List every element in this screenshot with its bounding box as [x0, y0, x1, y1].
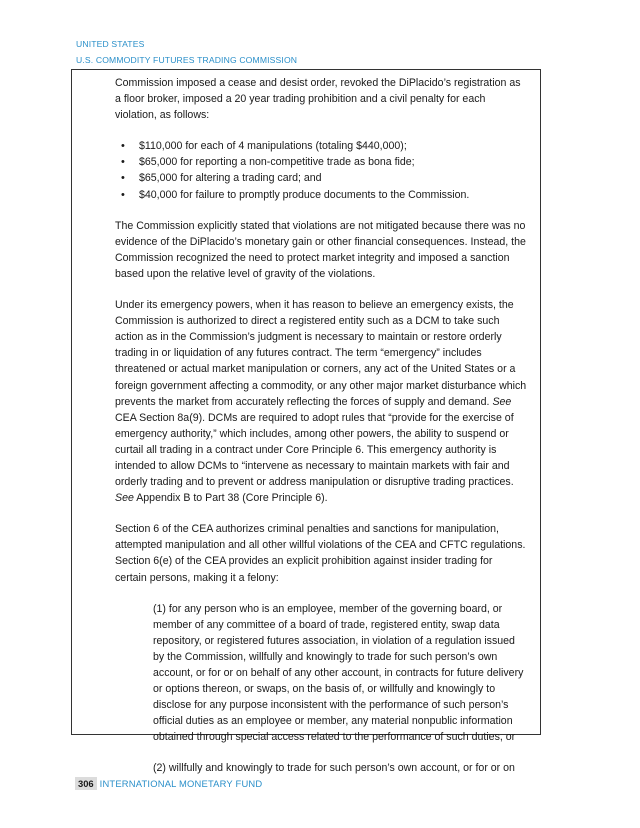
paragraph-mitigation: The Commission explicitly stated that violations are not mitigated because there was no evidence of the DiPlacido’s monetary gain or other financial consequences. Instead, the Commission recognized the need to protect market integrity and imposed a sanction based upon the relative level of gravity of the violations.	[115, 219, 526, 280]
text-box-content	[115, 75, 527, 792]
list-item: • $65,000 for altering a trading card; and	[115, 170, 527, 186]
text-box	[71, 70, 541, 775]
paragraph-sanctions: Commission imposed a cease and desist order, revoked the DiPlacido’s registration as a floor broker, imposed a 20 year trading prohibition and a civil penalty for each violation, as follows:	[115, 77, 521, 122]
see-citation: See	[115, 492, 134, 505]
text-run: CEA Section 8a(9). DCMs are required to adopt rules that “provide for the exercise of emergency authority,” which includes, among other powers, the ability to suspend or curtail all trading in a contract under Core Principle 6. This emergency authority is intended to allow DCMs to “intervene as necessary to maintain markets with fair and orderly trading and to prevent or address manipulation or disruptive trading practices.	[115, 411, 514, 489]
list-item: • $110,000 for each of 4 manipulations (totaling $440,000);	[115, 138, 527, 154]
paragraph-criminal-penalties: Section 6 of the CEA authorizes criminal penalties and sanctions for manipulation, attempted manipulation and all other willful violations of the CEA and CFTC regulations. Section 6(e) of the CEA provides an explicit prohibition against insider trading for certain persons, making it a felony:	[115, 523, 526, 584]
paragraph-emergency-powers	[115, 297, 527, 506]
text-run: Appendix B to Part 38 (Core Principle 6).	[133, 492, 328, 505]
page-footer	[75, 778, 262, 789]
quote-clause-2: (2) willfully and knowingly to trade for such person’s own account, or for or on	[153, 762, 515, 775]
penalty-list	[115, 138, 527, 202]
see-citation: See	[492, 395, 512, 408]
list-item: • $40,000 for failure to promptly produce documents to the Commission.	[115, 187, 527, 203]
header-agency: U.S. COMMODITY FUTURES TRADING COMMISSION	[76, 55, 298, 65]
list-item: • $65,000 for reporting a non-competitive trade as bona fide;	[115, 154, 527, 170]
footer-org: INTERNATIONAL MONETARY FUND	[99, 778, 263, 789]
header-country: UNITED STATES	[76, 39, 145, 49]
text-run: Under its emergency powers, when it has reason to believe an emergency exists, the Commission is authorized to direct a registered entity such as a DCM to take such action as in the Commission’s judgment is necessary to maintain or restore orderly trading in or liquidation of any futures contract. The term “emergency” includes threatened or actual market manipulation or corners, any act of the United States or a foreign government affecting a commodity, or any other major market disturbance which prevents the market from accurately reflecting the forces of supply and demand.	[115, 299, 527, 408]
page-number: 306	[75, 777, 97, 790]
quote-clause-1: (1) for any person who is an employee, member of the governing board, or member of any committee of a board of trade, registered entity, swap data repository, or registered futures association, in violation of a regulation issued by the Commission, willfully and knowingly to trade for such person’s own account, or for or on behalf of any other account, in contracts for future delivery or options thereon, or swaps, on the basis of, or willfully and knowingly to disclose for any purpose inconsistent with the performance of such person’s official duties as an employee or member, any material nonpublic information obtained through special access related to the performance of such duties, or	[153, 602, 524, 744]
